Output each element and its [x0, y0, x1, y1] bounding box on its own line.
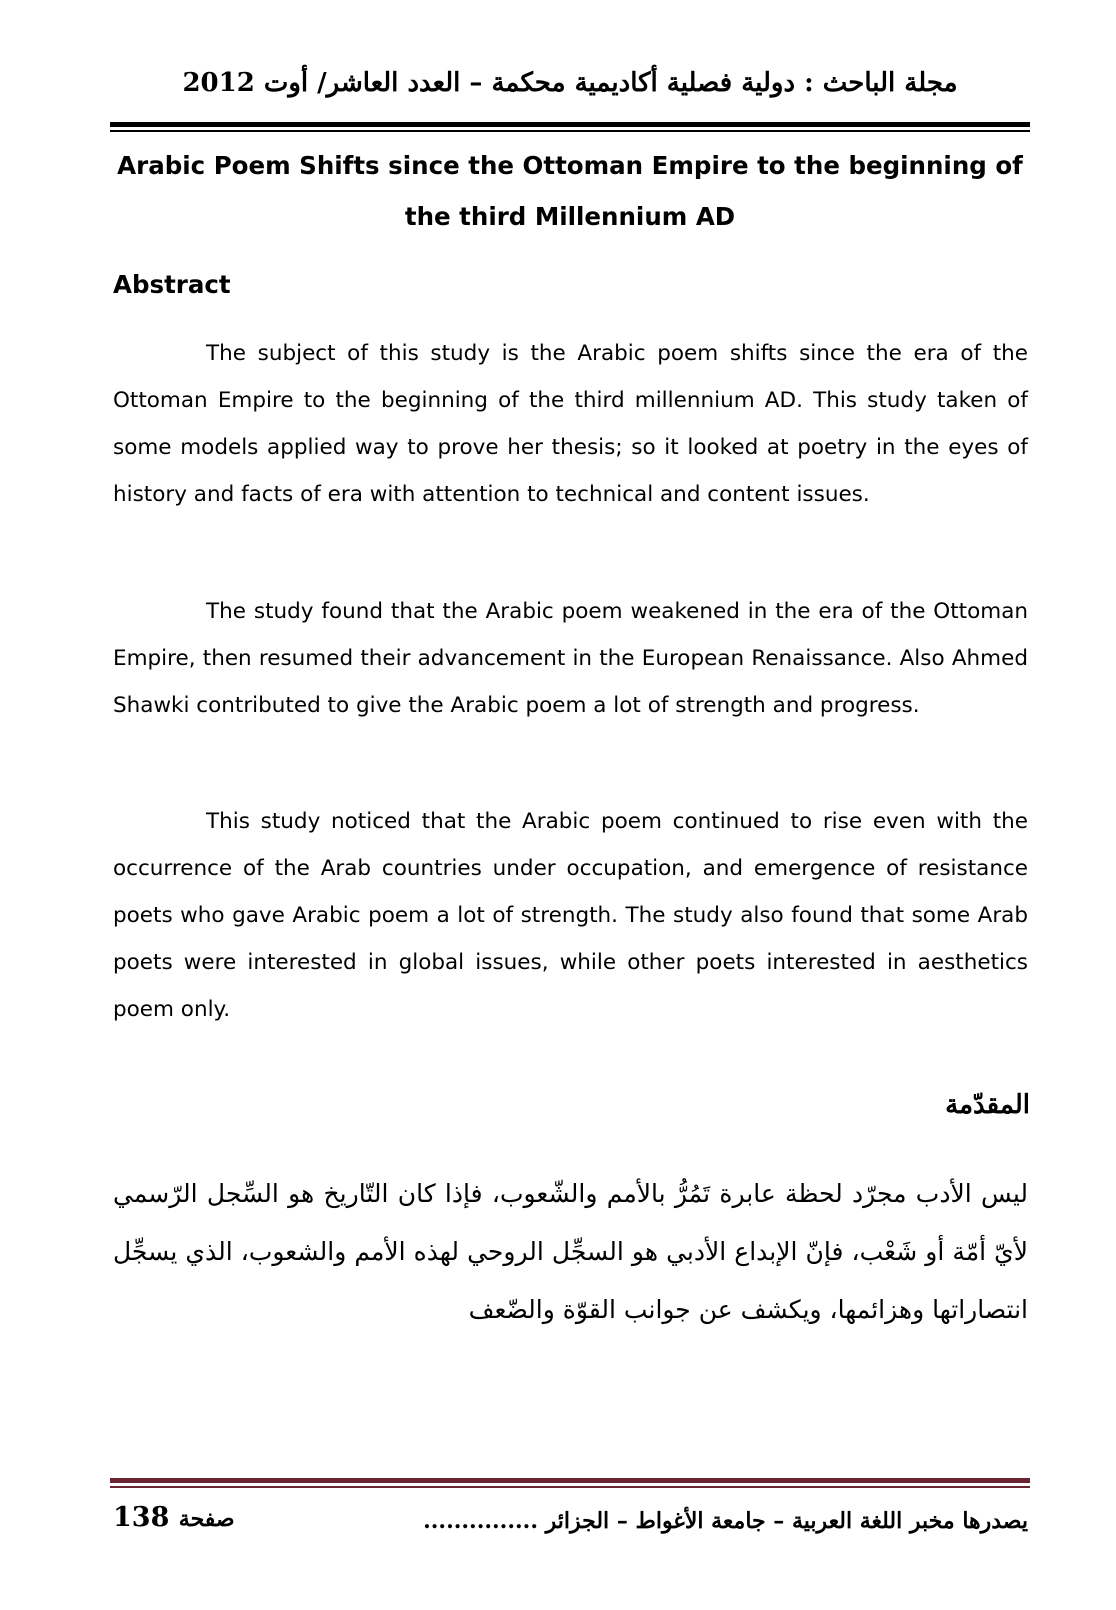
footer-rule-thick [110, 1478, 1030, 1483]
page-number-value: 138 [113, 1502, 170, 1533]
abstract-paragraph-3 [113, 798, 1028, 1033]
page-number [113, 1502, 235, 1533]
abstract-heading: Abstract [113, 270, 231, 299]
header-rule-thin [110, 130, 1030, 132]
introduction-text: ليس الأدب مجرّد لحظة عابرة تَمُرُّ بالأمم والشّعوب، فإذا كان التّاريخ هو السِّجل الرّسمي لأيّ أمّة أو شَعْب، فإنّ الإبداع الأدبي هو السجِّل الروحي لهذه الأمم والشعوب، الذي يسجِّل انتصاراتها وهزائمها، ويكشف عن جوانب القوّة والضّعف [113, 1179, 1028, 1324]
abstract-paragraph-2-text: The study found that the Arabic poem weakened in the era of the Ottoman Empire, then resumed their advancement in the European Renaissance. Also Ahmed Shawki contributed to give the Arabic poem a lot of strength and progress. [113, 599, 1028, 718]
abstract-paragraph-2 [113, 588, 1028, 729]
paper-title: Arabic Poem Shifts since the Ottoman Empire to the beginning of the third Millennium AD [117, 151, 1023, 231]
abstract-paragraph-3-text: This study noticed that the Arabic poem continued to rise even with the occurrence of the Arab countries under occupation, and emergence of resistance poets who gave Arabic poem a lot of strength. The study also found that some Arab poets were interested in global issues, while other poets interested in aesthetics poem only. [113, 809, 1028, 1022]
header-rule-thick [110, 122, 1030, 127]
footer-publisher: يصدرها مخبر اللغة العربية – جامعة الأغواط – الجزائر ............... [423, 1508, 1028, 1534]
introduction-heading: المقدّمة [945, 1090, 1030, 1120]
journal-header: مجلة الباحث : دولية فصلية أكاديمية محكمة – العدد العاشر/ أوت 2012 [182, 68, 958, 98]
abstract-paragraph-1-text: The subject of this study is the Arabic poem shifts since the era of the Ottoman Empire to the beginning of the third millennium AD. This study taken of some models applied way to prove her thesis; so it looked at poetry in the eyes of history and facts of era with attention to technical and content issues. [113, 341, 1028, 507]
footer-rule-thin [110, 1486, 1030, 1488]
abstract-paragraph-1 [113, 330, 1028, 518]
page-label: صفحة [178, 1506, 235, 1532]
